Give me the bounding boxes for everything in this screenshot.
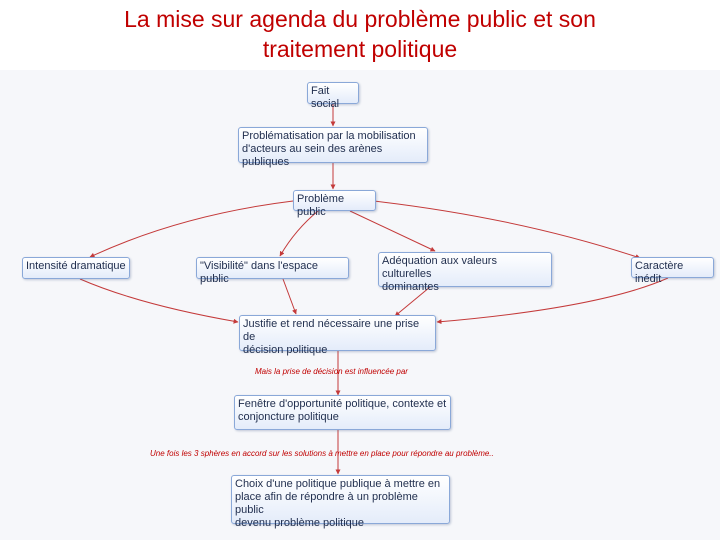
node-choix-politique [231,475,450,529]
node-intensite-label: Intensité dramatique [26,260,126,272]
node-justifie-line-2: décision politique [243,344,328,356]
node-visibilite-label: "Visibilité" dans l'espace public [200,260,318,285]
node-probleme-public-label: Problème public [297,193,345,218]
node-visibilite [196,257,349,285]
node-caractere-label: Caractère inédit [635,260,684,285]
arrow-probleme-to-intensite [90,201,293,257]
node-problematisation [238,127,428,168]
arrow-probleme-to-caractere [374,201,640,258]
node-fenetre-line-2: conjoncture politique [238,411,339,423]
node-choix-line-1: Choix d'une politique publique à mettre en [235,478,441,490]
node-justifie [239,315,436,356]
node-fait-social-label: Fait social [311,85,340,110]
node-adequation [378,252,552,293]
node-fait-social [307,82,359,110]
node-adequation-line-2: dominantes [382,281,439,293]
node-intensite-dramatique [22,257,130,279]
node-choix-line-3: devenu problème politique [235,517,365,529]
note-spheres: Une fois les 3 sphères en accord sur les solutions à mettre en place pour répondre au problème.. [150,449,494,458]
page-title-line-1: La mise sur agenda du problème public et son [124,6,596,32]
node-justifie-line-1: Justifie et rend nécessaire une prise de [243,318,420,343]
node-fenetre-line-1: Fenêtre d'opportunité politique, contexte et [238,398,447,410]
node-choix-line-2: place afin de répondre à un problème public [235,491,418,516]
node-probleme-public [293,190,376,218]
node-adequation-line-1: Adéquation aux valeurs culturelles [382,255,497,280]
node-caractere-inedit [631,257,714,285]
node-fenetre-opportunite [234,395,451,430]
node-problematisation-line-2: d'acteurs au sein des arènes publiques [242,143,383,168]
node-problematisation-line-1: Problématisation par la mobilisation [242,130,416,142]
page-title-line-2: traitement politique [262,36,458,62]
note-influence: Mais la prise de décision est influencée par [255,367,408,376]
